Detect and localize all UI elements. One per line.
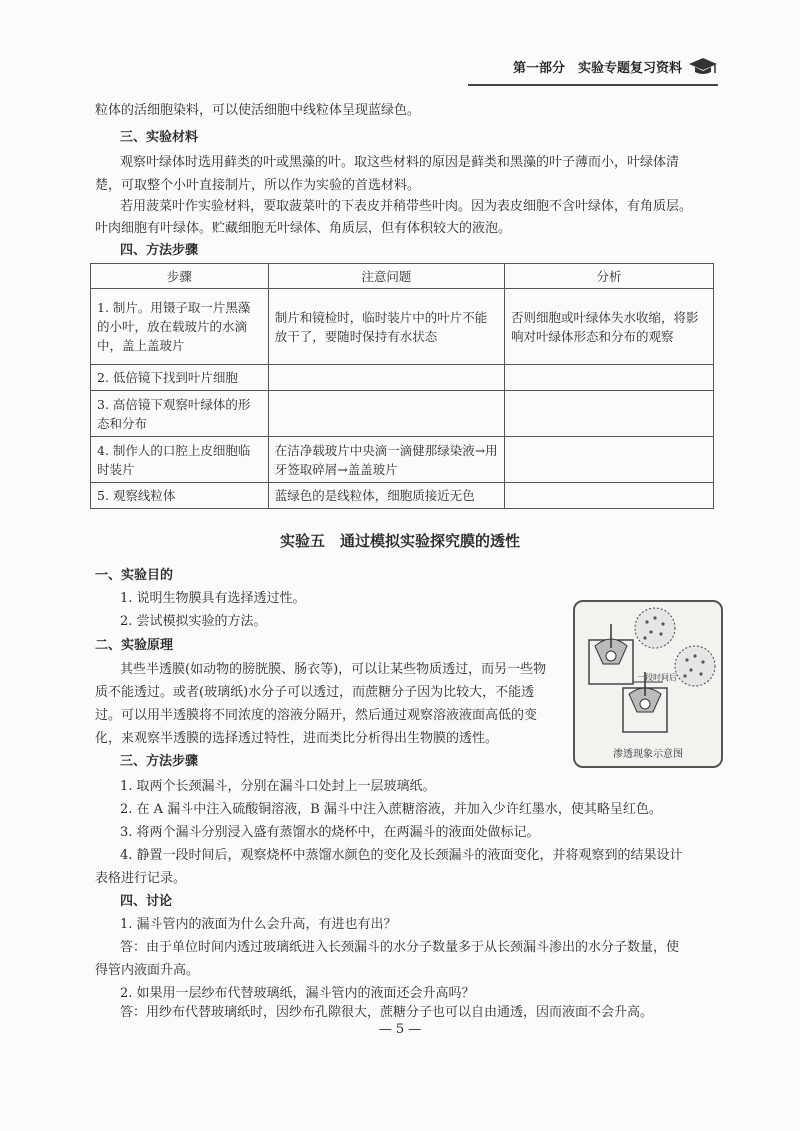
table-cell-step: 5. 观察线粒体 [91,483,269,509]
steps-heading: 四、方法步骤 [120,243,199,258]
page-number: — 5 — [378,1022,422,1037]
principle-line: 化，来观察半透膜的选择透过特性，进而类比分析得出生物膜的透性。 [95,731,499,746]
answer: 答：由于单位时间内透过玻璃纸进入长颈漏斗的水分子数量多于从长颈漏斗渗出的水分子数量，使 [120,940,680,955]
materials-p1-line2: 楚，可取整个小叶直接制片，所以作为实验的首选材料。 [95,178,421,193]
table-cell-analysis: 否则细胞或叶绿体失水收缩，将影响对叶绿体形态和分布的观察 [505,289,714,365]
principle-line: 质不能透过。或者(玻璃纸)水分子可以透过，而蔗糖分子因为比较大，不能透 [95,685,535,700]
method-item: 2. 在 A 漏斗中注入硫酸铜溶液，B 漏斗中注入蔗糖溶液，并加入少许红墨水，使其略呈红色。 [120,802,662,817]
table-header-step: 步骤 [91,264,269,289]
figure-caption: 渗透现象示意图 [613,749,683,760]
graduation-cap-icon [688,55,718,77]
method-heading: 三、方法步骤 [120,754,199,769]
running-header [513,55,718,77]
question: 2. 如果用一层纱布代替玻璃纸，漏斗管内的液面还会升高吗？ [120,986,475,1001]
figure-label: 一段时间后 [637,673,677,682]
table-cell-step: 3. 高倍镜下观察叶绿体的形态和分布 [91,391,269,437]
table-cell-analysis [505,365,714,391]
discussion-heading: 四、讨论 [120,894,173,909]
materials-p2-line2: 叶肉细胞有叶绿体。贮藏细胞无叶绿体、角质层，但有体积较大的液泡。 [95,221,512,236]
table-cell-note: 在洁净载玻片中央滴一滴健那绿染液→用牙签取碎屑→盖盖玻片 [268,437,504,483]
table-cell-analysis [505,391,714,437]
table-cell-note: 制片和镜检时，临时装片中的叶片不能放干了，要随时保持有水状态 [268,289,504,365]
table-cell-step: 4. 制作人的口腔上皮细胞临时装片 [91,437,269,483]
method-item: 表格进行记录。 [95,871,187,886]
table-cell-note [268,391,504,437]
table-row [91,289,714,365]
principle-line: 其些半透膜(如动物的膀胱膜、肠衣等)，可以让某些物质透过，而另一些物 [120,662,547,677]
header-title: 第一部分 实验专题复习资料 [512,60,682,76]
table-cell-step: 1. 制片。用镊子取一片黑藻的小叶，放在载玻片的水滴中，盖上盖玻片 [91,289,269,365]
osmosis-figure [573,600,723,768]
header-rule [468,84,718,86]
osmosis-diagram [575,602,721,742]
experiment-title: 实验五 通过模拟实验探究膜的透性 [279,532,520,550]
purpose-heading: 一、实验目的 [95,568,174,583]
table-cell-step: 2. 低倍镜下找到叶片细胞 [91,365,269,391]
principle-heading: 二、实验原理 [95,638,174,653]
materials-heading: 三、实验材料 [120,130,199,145]
purpose-item: 2. 尝试模拟实验的方法。 [120,614,267,629]
table-row [91,365,714,391]
table-header-analysis: 分析 [505,264,714,289]
table-row [91,437,714,483]
method-item: 3. 将两个漏斗分别浸入盛有蒸馏水的烧杯中，在两漏斗的液面处做标记。 [120,825,540,840]
table-header-note: 注意问题 [268,264,504,289]
answer: 得管内液面升高。 [95,963,200,978]
answer: 答：用纱布代替玻璃纸时，因纱布孔隙很大，蔗糖分子也可以自由通透，因而液面不会升高。 [120,1005,654,1020]
steps-table [90,263,714,509]
table-cell-note [268,365,504,391]
table-row [91,391,714,437]
method-item: 4. 静置一段时间后，观察烧杯中蒸馏水颜色的变化及长颈漏斗的液面变化，并将观察到的结果设计 [120,848,683,863]
table-header-row [91,264,714,289]
table-cell-note: 蓝绿色的是线粒体，细胞质接近无色 [268,483,504,509]
table-cell-analysis [505,483,714,509]
principle-line: 过。可以用半透膜将不同浓度的溶液分隔开，然后通过观察溶液液面高低的变 [95,708,538,723]
method-item: 1. 取两个长颈漏斗，分别在漏斗口处封上一层玻璃纸。 [120,779,436,794]
question: 1. 漏斗管内的液面为什么会升高，有进也有出？ [120,917,397,932]
purpose-item: 1. 说明生物膜具有选择透过性。 [120,591,306,606]
table-cell-analysis [505,437,714,483]
table-row [91,483,714,509]
materials-p2-line1: 若用菠菜叶作实验材料，要取菠菜叶的下表皮并稍带些叶肉。因为表皮细胞不含叶绿体，有角质层。 [120,199,693,214]
materials-p1-line1: 观察叶绿体时选用藓类的叶或黑藻的叶。取这些材料的原因是藓类和黑藻的叶子薄而小，叶绿体清 [120,155,680,170]
intro-line: 粒体的活细胞染料，可以使活细胞中线粒体呈现蓝绿色。 [95,103,421,118]
